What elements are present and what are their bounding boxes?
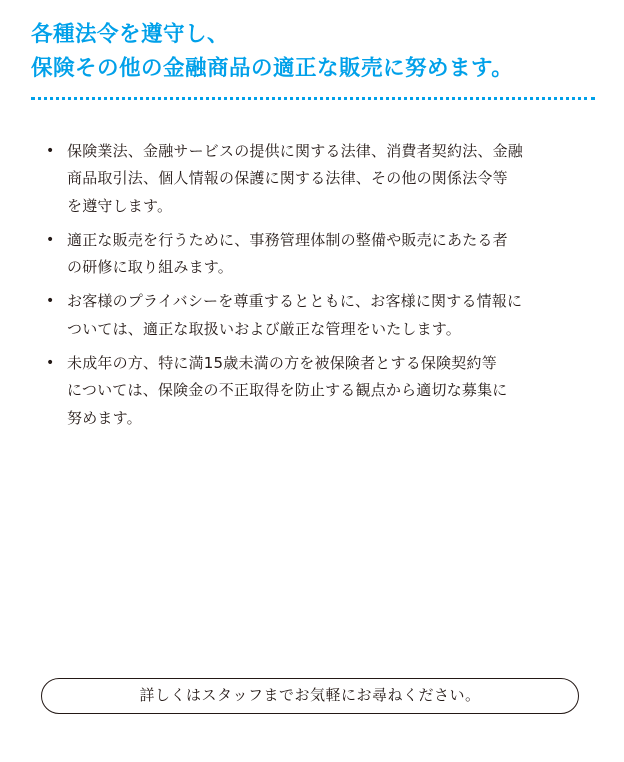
bullet-icon: •	[46, 355, 55, 372]
bullet-icon: •	[46, 293, 55, 310]
list-item	[46, 138, 576, 220]
list-item-text	[67, 350, 576, 432]
page-title	[31, 18, 513, 86]
list-item	[46, 350, 576, 432]
list-item-line: 努めます。	[67, 408, 142, 427]
page-title-line-1: 各種法令を遵守し、	[31, 22, 230, 47]
page-title-line-2: 保険その他の金融商品の適正な販売に努めます。	[31, 56, 514, 81]
list-item-line: 商品取引法、個人情報の保護に関する法律、その他の関係法令等	[67, 169, 508, 188]
list-item-line: については、保険金の不正取得を防止する観点から適切な募集に	[67, 381, 508, 400]
contact-note-box: 詳しくはスタッフまでお気軽にお尋ねください。	[41, 678, 579, 714]
list-item-text	[67, 288, 576, 343]
list-item-line: お客様のプライバシーを尊重するとともに、お客様に関する情報に	[67, 292, 523, 311]
list-item	[46, 227, 576, 282]
policy-list	[46, 138, 576, 439]
list-item-line: 適正な販売を行うために、事務管理体制の整備や販売にあたる者	[67, 230, 508, 249]
bullet-icon: •	[46, 143, 55, 159]
list-item-line: 未成年の方、特に満15歳未満の方を被保険者とする保険契約等	[67, 354, 497, 373]
dotted-divider	[31, 97, 595, 100]
list-item-line: 保険業法、金融サービスの提供に関する法律、消費者契約法、金融	[67, 142, 524, 160]
list-item-line: を遵守します。	[67, 196, 173, 215]
list-item-line: ついては、適正な取扱いおよび厳正な管理をいたします。	[67, 319, 462, 338]
list-item-text	[67, 138, 576, 220]
bullet-icon: •	[46, 231, 55, 248]
list-item	[46, 288, 576, 343]
list-item-line: の研修に取り組みます。	[67, 258, 234, 277]
list-item-text	[67, 227, 576, 282]
